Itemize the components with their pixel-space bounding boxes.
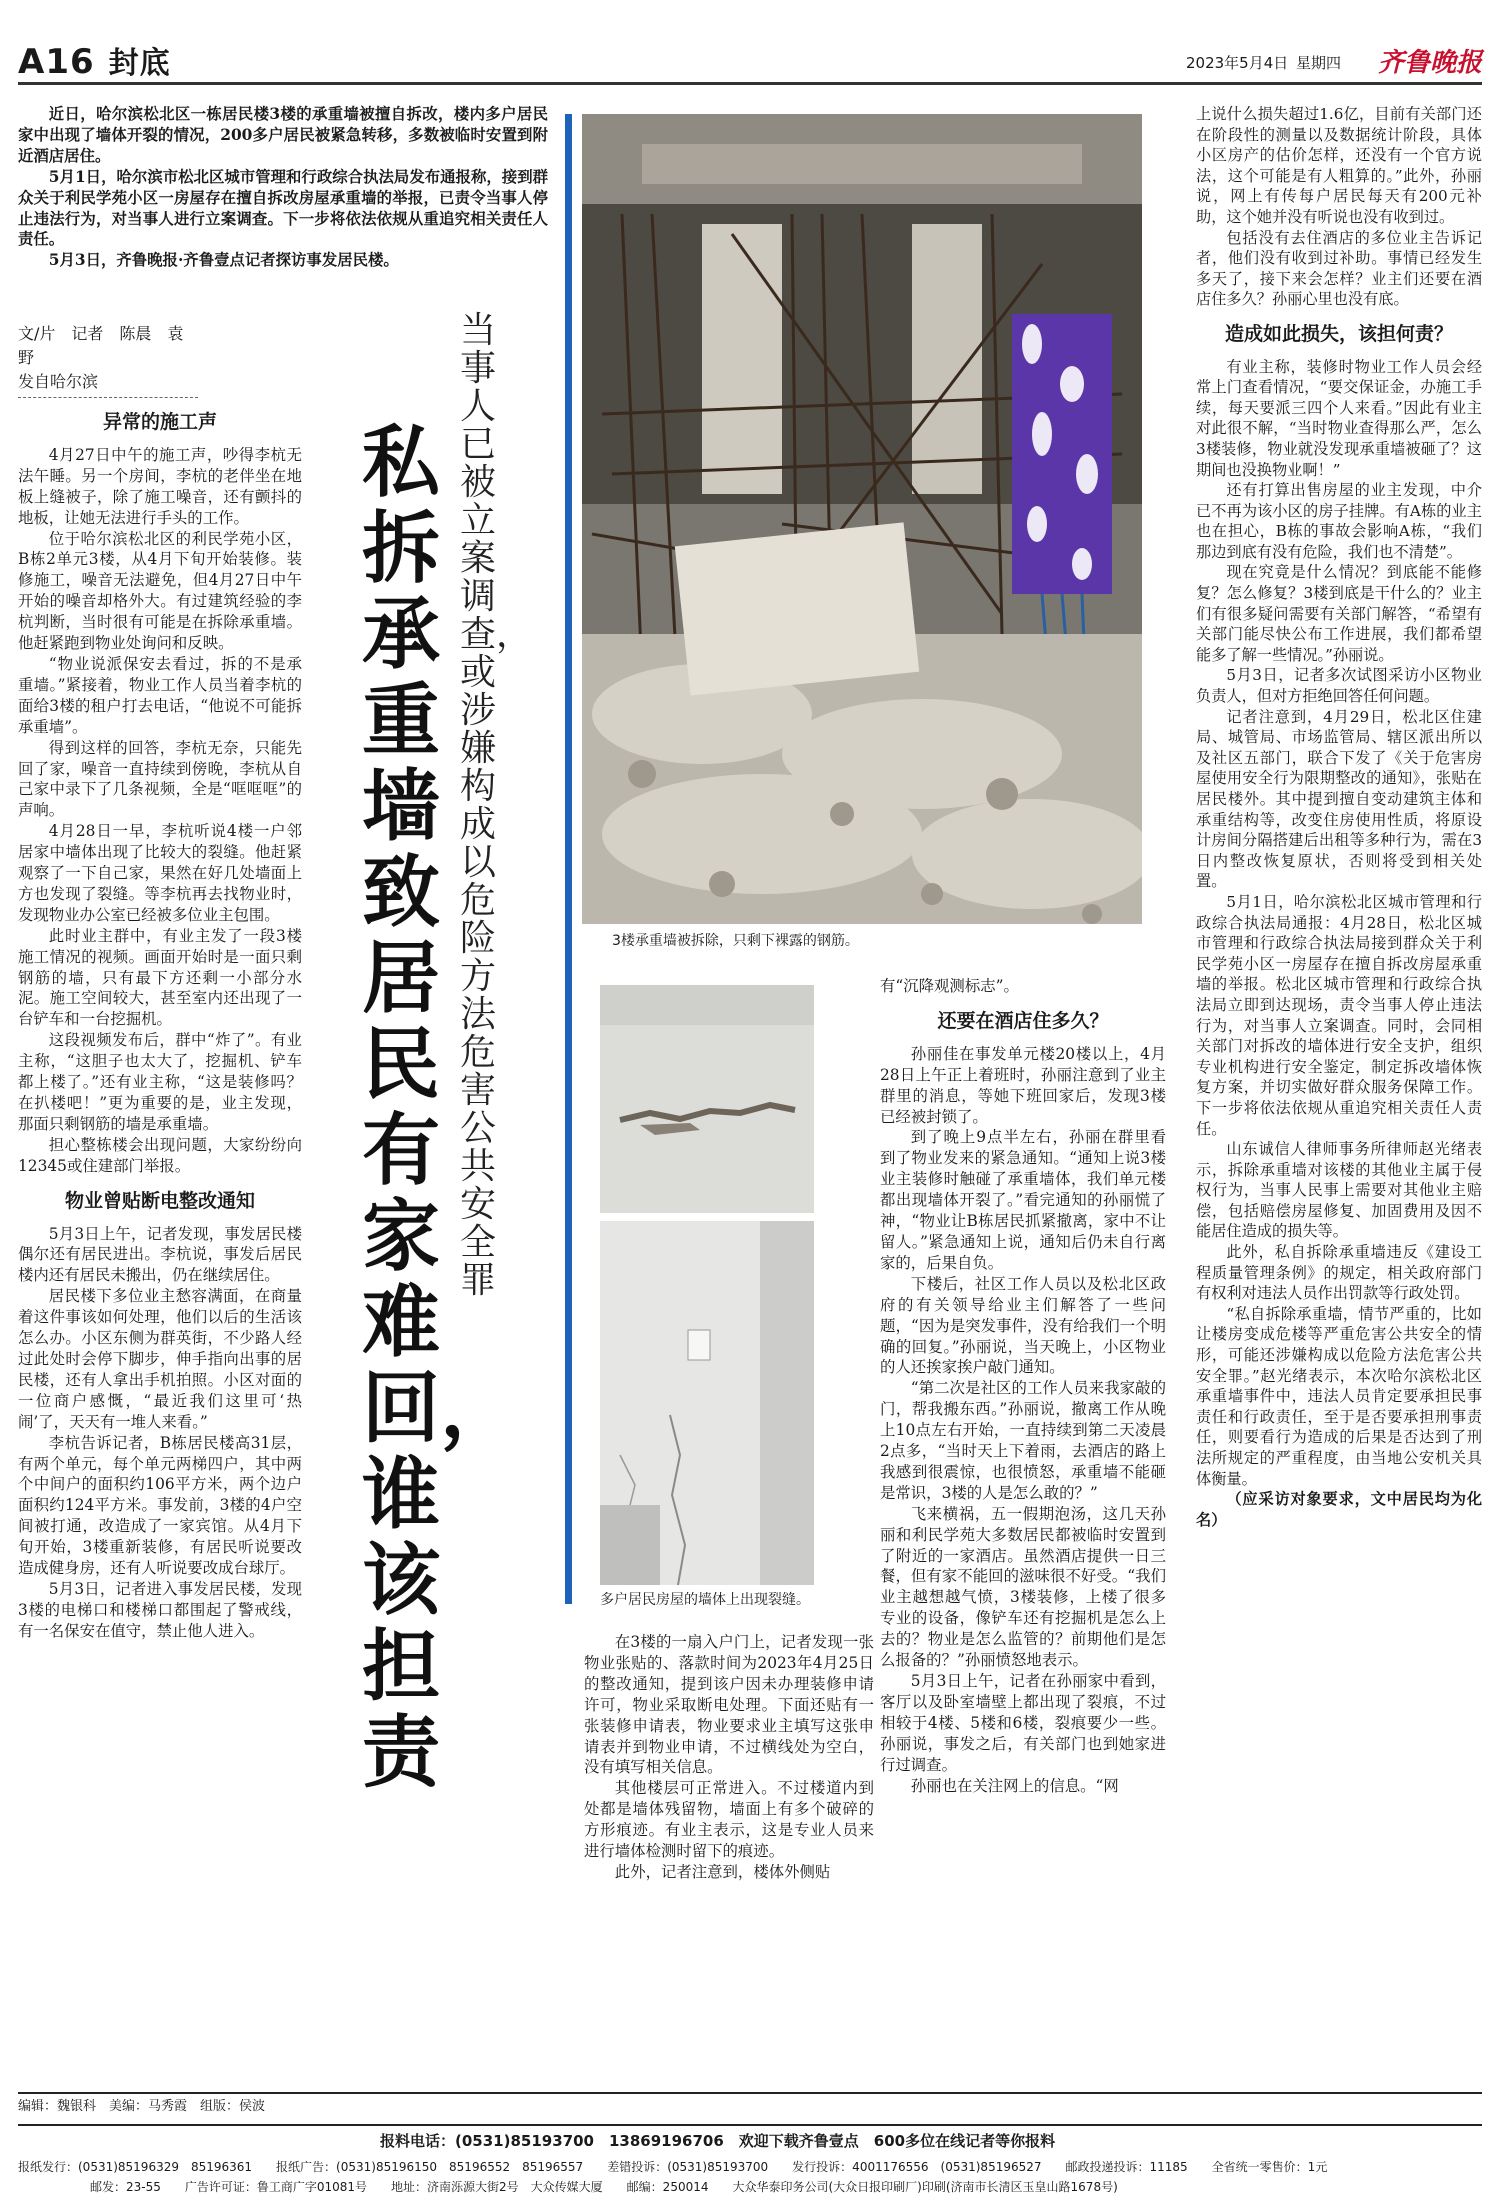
body-paragraph: 还有打算出售房屋的业主发现，中介已不再为该小区的房子挂牌。有A栋的业主也在担心，B栋的事故会影响A栋，“我们那边到底有没有危险，我们也不清楚”。: [1196, 481, 1482, 561]
issue-weekday: 星期四: [1296, 54, 1342, 72]
body-paragraph: 飞来横祸，五一假期泡汤，这几天孙丽和利民学苑大多数居民都被临时安置到了附近的一家酒店。虽然酒店提供一日三餐，但有家不能回的滋味很不好受。“我们业主越想越气愤，3楼装修，上楼了很多专业的设备，像铲车还有挖掘机是怎么上去的？物业是怎么监管的？前期他们是怎么报备的？”孙丽愤怒地表示。: [880, 1504, 1166, 1670]
intro-paragraph: 近日，哈尔滨松北区一栋居民楼3楼的承重墙被擅自拆改，楼内多户居民家中出现了墙体开裂的情况，200多户居民被紧急转移，多数被临时安置到附近酒店居住。: [18, 105, 548, 165]
body-paragraph: 下楼后，社区工作人员以及松北区政府的有关领导给业主们解答了一些问题，“因为是突发事件，没有给我们一个明确的回复。”孙丽说，当天晚上，小区物业的人还挨家挨户敲门通知。: [880, 1274, 1166, 1377]
body-paragraph: 包括没有去住酒店的多位业主告诉记者，他们没有收到过补助。事情已经发生多天了，接下来会怎样？业主们还要在酒店住多久？孙丽心里也没有底。: [1196, 228, 1482, 309]
column-2-lower: [584, 1632, 874, 1883]
body-paragraph: 得到这样的回答，李杭无奈，只能先回了家，噪音一直持续到傍晚，李杭从自己家中录下了几条视频，全是“哐哐哐”的声响。: [18, 738, 302, 820]
section-heading: 物业曾贴断电整改通知: [64, 1189, 255, 1212]
accent-bar: [565, 114, 572, 1604]
body-paragraph: 上说什么损失超过1.6亿，目前有关部门还在阶段性的测量以及数据统计阶段，具体小区房产的估价怎样，还没有一个官方说法，这个可能是有人粗算的。”此外，孙丽说，网上有传每户居民每天有200元补助，这个她并没有听说也没有收到过。: [1196, 105, 1482, 226]
photo-caption-1: 3楼承重墙被拆除，只剩下裸露的钢筋。: [612, 933, 859, 949]
body-paragraph: 这段视频发布后，群中“炸了”。有业主称，“这胆子也太大了，挖掘机、铲车都上楼了。”还有业主称，“这是装修吗？在扒楼吧！”更为重要的是，业主发现，那面只剩钢筋的墙是承重墙。: [18, 1031, 302, 1133]
footer-rule: [18, 2124, 1482, 2126]
body-paragraph: 到了晚上9点半左右，孙丽在群里看到了物业发来的紧急通知。“通知上说3楼业主装修时触碰了承重墙体，我们单元楼都出现墙体开裂了。”看完通知的孙丽慌了神，“物业让B栋居民抓紧撤离，家中不让留人。”紧急通知上说，通知后仍未自行离家的，后果自负。: [880, 1128, 1166, 1272]
body-paragraph: “第二次是社区的工作人员来我家敲的门，帮我搬东西。”孙丽说，撤离工作从晚上10点左右开始，一直持续到第二天凌晨2点多，“当时天上下着雨，去酒店的路上我感到很震惊，也很愤怒，承重墙不能砸是常识，3楼的人是怎么敢的？”: [880, 1379, 1166, 1502]
intro-paragraph: 5月3日，齐鲁晚报·齐鲁壹点记者探访事发居民楼。: [48, 251, 399, 270]
body-paragraph: “物业说派保安去看过，拆的不是承重墙。”紧接着，物业工作人员当着李杭的面给3楼的租户打去电话，“他说不可能拆承重墙”。: [18, 654, 302, 736]
body-paragraph: 此时业主群中，有业主发了一段3楼施工情况的视频。画面开始时是一面只剩钢筋的墙，只有最下方还剩一小部分水泥。施工空间较大，甚至室内还出现了一台铲车和一台挖掘机。: [18, 926, 302, 1029]
byline-authors: 文/片 记者 陈晨 袁野: [18, 324, 184, 367]
body-paragraph: 孙丽佳在事发单元楼20楼以上，4月28日上午正上着班时，孙丽注意到了业主群里的消息，等她下班回家后，发现3楼已经被封锁了。: [880, 1044, 1166, 1126]
body-paragraph: 5月1日，哈尔滨松北区城市管理和行政综合执法局通报：4月28日，松北区城市管理和行政综合执法局接到群众关于利民学苑小区一房屋存在擅自拆改房屋承重墙的举报。松北区城市管理和行政综合执法局立即到达现场，责令当事人停止违法行为，对当事人立案调查。同时，会同相关部门对拆改的墙体进行安全支护，组织专业机构进行安全鉴定，制定拆改墙体恢复方案，并切实做好群众服务保障工作。下一步将依法依规从重追究相关责任人责任。: [1196, 892, 1482, 1138]
body-paragraph: 此外，记者注意到，楼体外侧贴: [614, 1862, 831, 1881]
body-paragraph: 有“沉降观测标志”。: [880, 977, 1019, 995]
body-paragraph: 担心整栋楼会出现问题，大家纷纷向12345或住建部门举报。: [18, 1135, 302, 1175]
contact-info: 报纸发行：(0531)85196329 85196361 报纸广告：(0531)85196150 85196552 85196557 差错投诉：(0531)85193700 发行投诉：4001176556 (0531)85196527 邮政投递投诉：11185 全省统一零售价：1元: [18, 2160, 1328, 2174]
body-paragraph: 居民楼下多位业主愁容满面，在商量着这件事该如何处理，他们以后的生活该怎么办。小区东侧为群英街，不少路人经过此处时会停下脚步，伸手指向出事的居民楼，还有人拿出手机拍照。小区对面的一位商户感慨，“最近我们这里可‘热闹’了，天天有一堆人来看。”: [18, 1287, 302, 1431]
body-paragraph: “私自拆除承重墙，情节严重的，比如让楼房变成危楼等严重危害公共安全的情形，可能还涉嫌构成以危险方法危害公共安全罪。”赵光绪表示，本次哈尔滨松北区承重墙事件中，违法人员肯定要承担民事责任和行政责任，至于是否要承担刑事责任，则要看行为造成的后果是否达到了刑法所规定的严重程度，由当地公安机关具体衡量。: [1196, 1304, 1482, 1488]
footer-rule: [18, 2092, 1482, 2094]
body-paragraph: 此外，私自拆除承重墙违反《建设工程质量管理条例》的规定，相关政府部门有权利对违法人员作出罚款等行政处罚。: [1196, 1243, 1482, 1303]
header-rule: [18, 82, 1482, 85]
section-name: 封底: [108, 46, 171, 81]
hotline: 报料电话：(0531)85193700 13869196706 欢迎下载齐鲁壹点 600多位在线记者等你报料: [380, 2132, 1056, 2150]
column-3: [880, 976, 1166, 1796]
column-4: [1196, 104, 1482, 1530]
publisher-info: 邮发：23-55 广告许可证：鲁工商广字01081号 地址：济南泺源大街2号 大众传媒大厦 邮编：250014 大众华泰印务公司(大众日报印刷厂)印刷(济南市长清区玉皇山路1678号): [90, 2180, 1118, 2194]
body-paragraph: 其他楼层可正常进入。不过楼道内到处都是墙体残留物，墙面上有多个破碎的方形痕迹。有业主表示，这是专业人员来进行墙体检测时留下的痕迹。: [584, 1779, 874, 1861]
photo-demolished-wall: [582, 114, 1142, 924]
body-paragraph: 记者注意到，4月29日，松北区住建局、城管局、市场监管局、辖区派出所以及社区五部门，联合下发了《关于危害房屋使用安全行为限期整改的通知》，张贴在居民楼外。其中提到擅自变动建筑主体和承重结构等，改变住房使用性质，将原设计房间分隔搭建后出租等多种行为，需在3日内整改恢复原状，否则将受到相关处置。: [1196, 707, 1482, 891]
body-paragraph: 位于哈尔滨松北区的利民学苑小区，B栋2单元3楼，从4月下旬开始装修。装修施工，噪音无法避免，但4月27日中午开始的噪音却格外大。有过建筑经验的李杭判断，当时很有可能是在拆除承重墙。他赶紧跑到物业处询问和反映。: [18, 529, 302, 653]
subheadline: 当事人已被立案调查，或涉嫌构成以危险方法危害公共安全罪: [460, 310, 533, 1301]
photo-caption-2: 多户居民房屋的墙体上出现裂缝。: [600, 1592, 810, 1608]
editor-note: （应采访对象要求，文中居民均为化名）: [1196, 1490, 1482, 1529]
body-paragraph: 5月3日上午，记者在孙丽家中看到，客厅以及卧室墙壁上都出现了裂痕，不过相较于4楼、5楼和6楼，裂痕要少一些。孙丽说，事发之后，有关部门也到她家进行过调查。: [880, 1672, 1166, 1774]
body-paragraph: 4月28日一早，李杭听说4楼一户邻居家中墙体出现了比较大的裂缝。他赶紧观察了一下自己家，果然在好几处墙面上方也发现了裂缝。等李杭再去找物业时，发现物业办公室已经被多位业主包围。: [18, 822, 302, 924]
staff-credits: 编辑：魏银科 美编：马秀霞 组版：侯波: [18, 2099, 266, 2114]
byline-location: 发自哈尔滨: [18, 372, 99, 391]
column-1: [18, 412, 302, 1642]
intro-block: [18, 104, 548, 271]
body-paragraph: 有业主称，装修时物业工作人员会经常上门查看情况，“要交保证金，办施工手续，每天要派三四个人来看。”因此有业主对此很不解，“当时物业查得那么严，怎么3楼装修，物业就没发现承重墙被砸了？这期间也没换物业啊！”: [1196, 357, 1482, 479]
body-paragraph: 5月3日，记者进入事发居民楼，发现3楼的电梯口和楼梯口都围起了警戒线，有一名保安在值守，禁止他人进入。: [18, 1579, 302, 1640]
body-paragraph: 现在究竟是什么情况？到底能不能修复？怎么修复？3楼到底是干什么的？业主们有很多疑问需要有关部门解答，“希望有关部门能尽快公布工作进展，我们都希望能多了解一些情况。”孙丽说。: [1196, 563, 1482, 664]
byline-divider: [18, 397, 198, 398]
byline: [18, 322, 198, 401]
body-paragraph: 5月3日上午，记者发现，事发居民楼偶尔还有居民进出。李杭说，事发后居民楼内还有居民未搬出，仍在继续居住。: [18, 1224, 302, 1285]
body-paragraph: 孙丽也在关注网上的信息。“网: [910, 1776, 1119, 1795]
section-heading: 还要在酒店住多久？: [937, 1009, 1109, 1032]
section-heading: 造成如此损失，该担何责？: [1224, 322, 1453, 345]
issue-date: 2023年5月4日: [1186, 54, 1289, 72]
intro-paragraph: 5月1日，哈尔滨市松北区城市管理和行政综合执法局发布通报称，接到群众关于利民学苑小区一房屋存在擅自拆改房屋承重墙的举报，已责令当事人停止违法行为，对当事人进行立案调查。下一步将依法依规从重追究相关责任人责任。: [18, 167, 548, 249]
body-paragraph: 在3楼的一扇入户门上，记者发现一张物业张贴的、落款时间为2023年4月25日的整改通知，提到该户因未办理装修申请许可，物业采取断电处理。下面还贴有一张装修申请表，物业要求业主填写这张申请表并到物业申请，不过横线处为空白，没有填写相关信息。: [584, 1633, 874, 1777]
page-number: A16 封底: [18, 42, 171, 82]
photo-wall-cracks: [600, 985, 814, 1585]
body-paragraph: 5月3日，记者多次试图采访小区物业负责人，但对方拒绝回答任何问题。: [1196, 666, 1482, 706]
body-paragraph: 李杭告诉记者，B栋居民楼高31层，有两个单元，每个单元两梯四户，其中两个中间户的面积约106平方米，两个边户面积约124平方米。事发前，3楼的4户空间被打通，改造成了一家宾馆。从4月下旬开始，3楼重新装修，有居民听说要改造成健身房，还有人听说要改成台球厅。: [18, 1433, 302, 1578]
body-paragraph: 山东诚信人律师事务所律师赵光绪表示，拆除承重墙对该楼的其他业主属于侵权行为，当事人民事上需要对其他业主赔偿，包括赔偿房屋修复、加固费用及因不能居住造成的损失等。: [1196, 1140, 1482, 1241]
newspaper-logo: 齐鲁晚报: [1378, 48, 1483, 78]
headline: 私拆承重墙致居民有家难回，谁该担责: [362, 417, 519, 1798]
section-heading: 异常的施工声: [102, 411, 217, 433]
body-paragraph: 4月27日中午的施工声，吵得李杭无法午睡。另一个房间，李杭的老伴坐在地板上缝被子，除了施工噪音，还有颤抖的地板，让她无法进行手头的工作。: [18, 445, 302, 527]
